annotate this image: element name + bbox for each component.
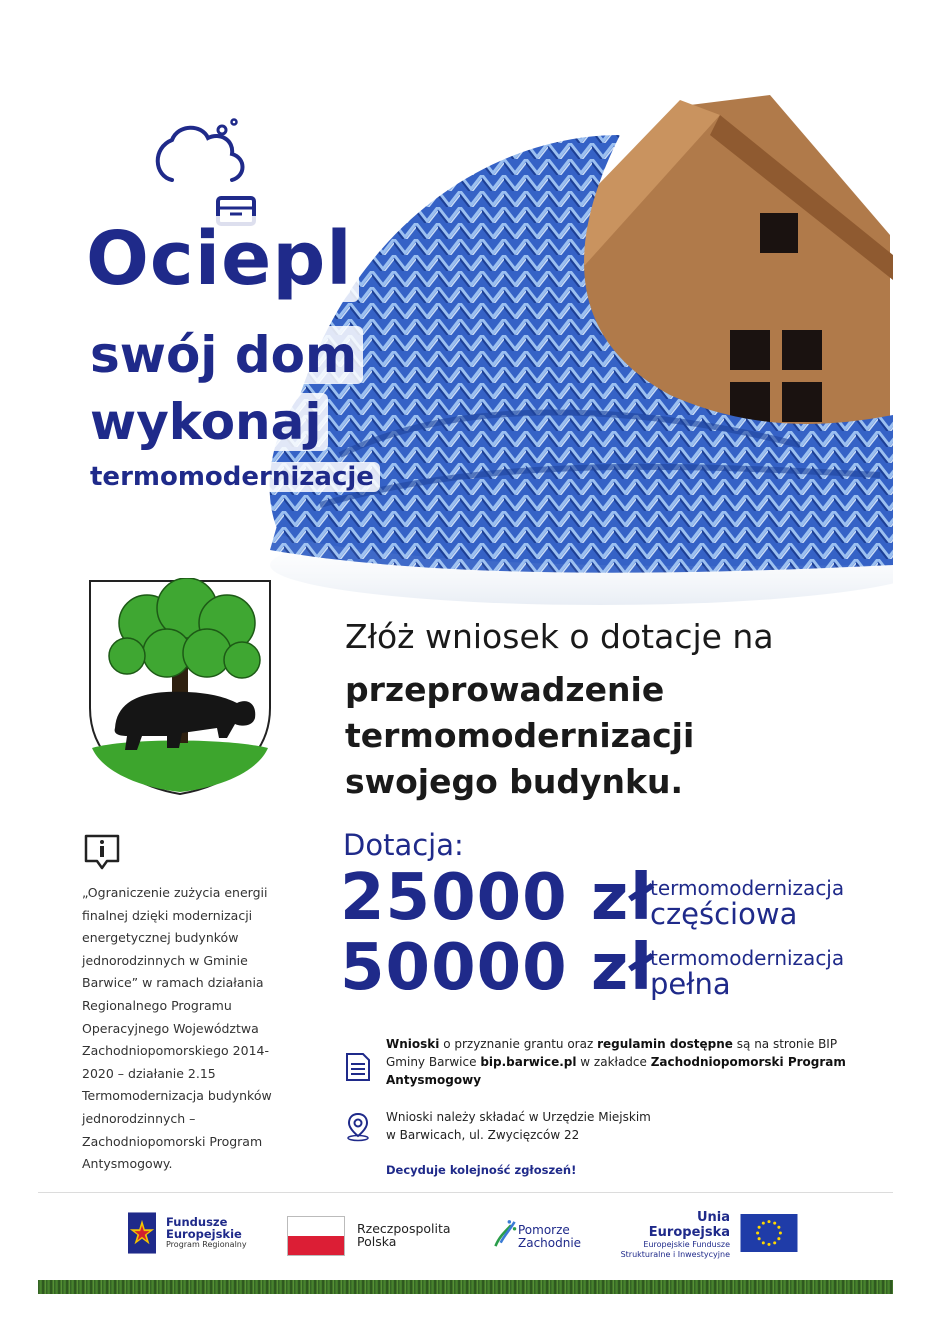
pomorze-waves-icon — [492, 1216, 518, 1252]
grant-amount-full: 50000 zł — [340, 931, 654, 1005]
fe-line-2: Europejskie — [166, 1227, 242, 1241]
footer-divider — [38, 1192, 893, 1193]
docs-text-7: Zachodniopomorski Program Antysmogowy — [386, 1055, 846, 1087]
grant-desc-partial — [650, 878, 844, 929]
polish-flag-icon — [287, 1216, 345, 1256]
ue-title: Unia Europejska — [648, 1210, 730, 1240]
headline-line-4: termomodernizacje — [84, 464, 380, 490]
grant-desc-large: pełna — [650, 967, 731, 1001]
docs-text-1: Wnioski — [386, 1037, 440, 1051]
headline-line-2: swój dom — [84, 330, 363, 380]
smoke-chimney-icon — [150, 118, 260, 228]
eu-flag-icon — [740, 1214, 798, 1252]
decide-note: Decyduje kolejność zgłoszeń! — [386, 1163, 577, 1177]
barwice-coat-of-arms — [87, 578, 273, 796]
grass-strip — [38, 1280, 893, 1294]
fe-line-3: Program Regionalny — [166, 1240, 247, 1249]
pz-line-1: Pomorze — [518, 1223, 570, 1237]
docs-text-6: w zakładce — [576, 1055, 651, 1069]
lead-line-4: swojego budynku. — [345, 762, 683, 801]
grant-amount-partial: 25000 zł — [340, 861, 654, 935]
grant-label: Dotacja: — [343, 828, 464, 862]
place-line-2: w Barwicach, ul. Zwycięzców 22 — [386, 1128, 580, 1142]
program-description: „Ograniczenie zużycia energii finalnej dzięki modernizacji energetycznej budynków jednorodzinnych w Gminie Barwice” w ramach działania Regionalnego Programu Operacyjnego Województwa Zachodniopomorskiego 2014-2020 – działanie 2.15 Termomodernizacja budynków jednorodzinnych – Zachodniopomorski Program Antysmogowy. — [82, 885, 272, 1172]
place-line-1: Wnioski należy składać w Urzędzie Miejskim — [386, 1110, 651, 1124]
logo-fundusze-europejskie — [128, 1210, 258, 1260]
fe-star-icon — [128, 1212, 156, 1254]
docs-text-3: regulamin dostępne — [597, 1037, 733, 1051]
docs-text-2: o przyznanie grantu oraz — [439, 1037, 598, 1051]
document-icon — [345, 1052, 371, 1082]
documents-info — [386, 1035, 856, 1089]
grant-desc-full — [650, 948, 844, 999]
map-pin-icon — [345, 1112, 371, 1142]
ue-line-1: Europejskie Fundusze — [643, 1240, 730, 1249]
lead-line-1: Złóż wniosek o dotacje na — [345, 617, 774, 656]
lead-line-2: przeprowadzenie — [345, 670, 665, 709]
lead-line-3: termomodernizacji — [345, 716, 695, 755]
logo-rzeczpospolita — [287, 1210, 457, 1260]
fe-line-1: Fundusze — [166, 1215, 228, 1229]
docs-text-4: są na stronie BIP Gminy Barwice — [386, 1037, 838, 1069]
place-info — [386, 1108, 856, 1144]
rp-line-2: Polska — [357, 1234, 397, 1249]
rp-line-1: Rzeczpospolita — [357, 1221, 451, 1236]
logo-pomorze-zachodnie — [492, 1210, 592, 1260]
headline-line-3: wykonaj — [84, 397, 328, 447]
bip-link[interactable]: bip.barwice.pl — [480, 1055, 577, 1069]
headline-line-1: Ociepl — [80, 222, 359, 296]
grant-desc-small: termomodernizacja — [650, 876, 845, 900]
grant-desc-small: termomodernizacja — [650, 946, 845, 970]
ue-line-2: Strukturalne i Inwestycyjne — [620, 1250, 730, 1259]
pz-line-2: Zachodnie — [518, 1236, 582, 1250]
info-speech-icon — [83, 833, 121, 871]
grant-desc-large: częściowa — [650, 897, 798, 931]
logo-unia-europejska — [618, 1210, 800, 1260]
